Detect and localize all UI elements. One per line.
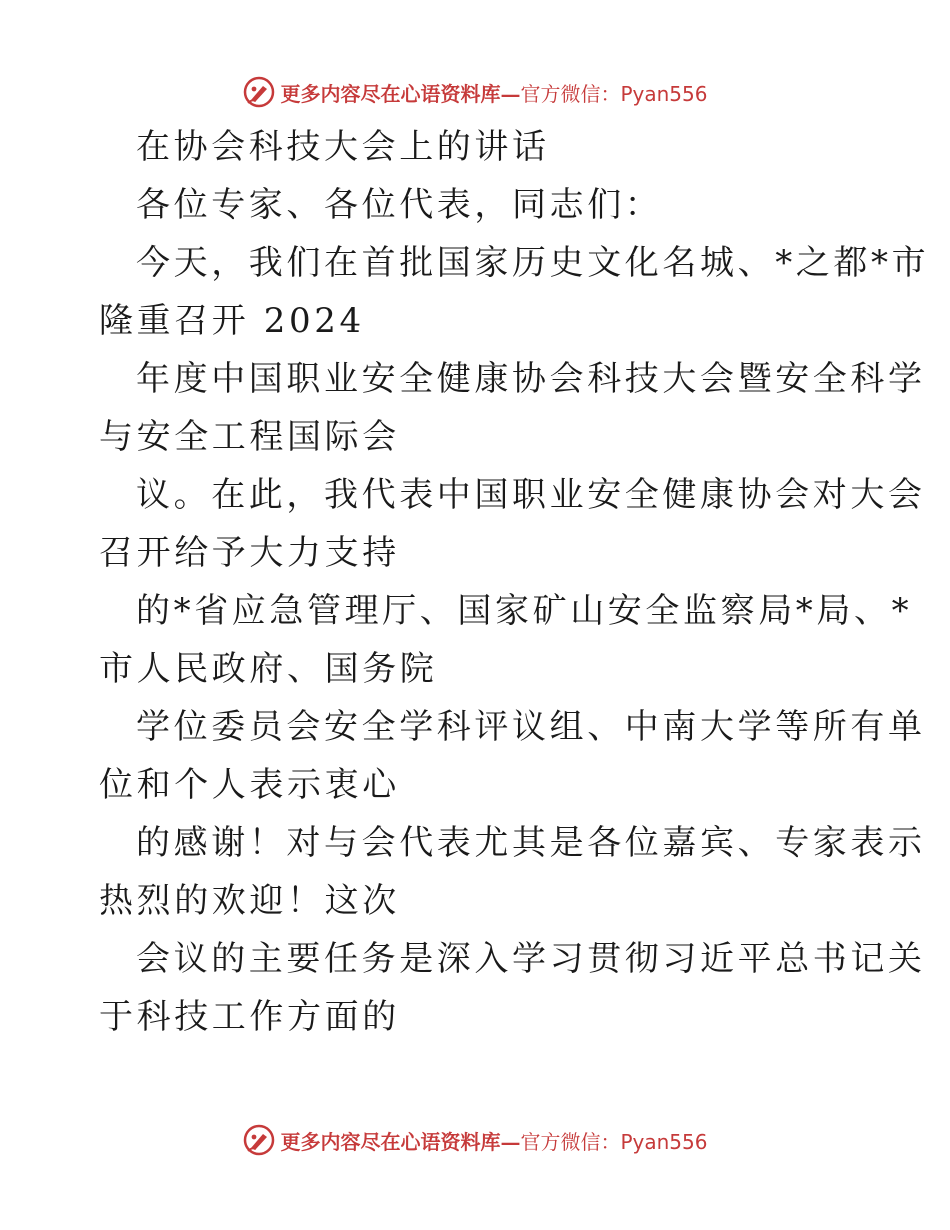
banner-wechat: 官方微信：Pyan556 [520, 81, 708, 106]
doc-line: 学位委员会安全学科评议组、中南大学等所有单 [136, 707, 926, 747]
doc-line: 隆重召开 2024 [99, 301, 365, 341]
pen-nib-logo-icon [242, 75, 276, 109]
banner-text: 更多内容尽在心语资料库— [280, 81, 521, 106]
footer-banner [0, 1120, 950, 1160]
doc-line: 与安全工程国际会 [99, 417, 400, 457]
doc-line: 位和个人表示衷心 [99, 765, 400, 805]
doc-line: 会议的主要任务是深入学习贯彻习近平总书记关 [136, 939, 926, 979]
doc-line: 议。在此，我代表中国职业安全健康协会对大会 [136, 475, 926, 515]
doc-line: 的*省应急管理厅、国家矿山安全监察局*局、* [136, 591, 913, 631]
header-banner [0, 72, 950, 112]
banner-text: 更多内容尽在心语资料库— [280, 1129, 521, 1154]
doc-line: 于科技工作方面的 [99, 997, 400, 1037]
document-body [99, 118, 930, 1046]
doc-line: 市人民政府、国务院 [99, 649, 438, 689]
banner-wechat: 官方微信：Pyan556 [520, 1129, 708, 1154]
doc-line: 年度中国职业安全健康协会科技大会暨安全科学 [136, 359, 926, 399]
doc-line: 热烈的欢迎！这次 [99, 881, 400, 921]
doc-line: 今天，我们在首批国家历史文化名城、*之都*市 [136, 243, 930, 283]
doc-line: 的感谢！对与会代表尤其是各位嘉宾、专家表示 [136, 823, 926, 863]
pen-nib-logo-icon [242, 1123, 276, 1157]
doc-salutation: 各位专家、各位代表，同志们： [136, 185, 663, 225]
doc-title: 在协会科技大会上的讲话 [136, 127, 550, 167]
doc-line: 召开给予大力支持 [99, 533, 400, 573]
